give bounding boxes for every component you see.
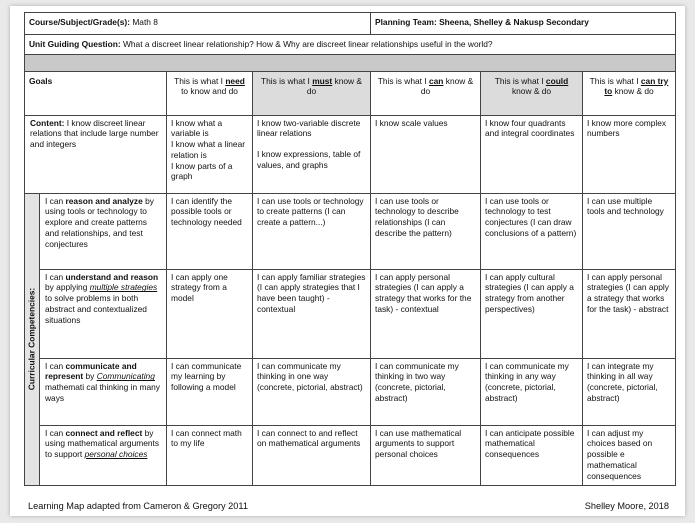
need-cell: I can connect math to my life — [167, 425, 253, 485]
content-must-cell: I know two-variable discrete linear relations I know expressions, table of values, and graphs — [253, 115, 371, 193]
table-row — [25, 193, 676, 269]
learning-map-page — [10, 6, 685, 516]
curricular-competencies-sidebar: Curricular Competencies: — [25, 193, 40, 485]
goal-cell: I can communicate and represent by Communicating mathemati cal thinking in many ways — [40, 358, 167, 425]
can-header: This is what I can know & do — [371, 71, 481, 115]
must-cell: I can use tools or technology to create patterns (I can create a pattern...) — [253, 193, 371, 269]
grey-separator-row — [25, 54, 676, 71]
learning-map-table — [24, 12, 676, 486]
course-cell — [25, 13, 371, 35]
table-row — [25, 425, 676, 485]
could-cell: I can anticipate possible mathematical consequences — [481, 425, 583, 485]
content-need-cell: I know what a variable is I know what a linear relation is I know parts of a graph — [167, 115, 253, 193]
try-header: This is what I can try to know & do — [583, 71, 676, 115]
try-cell: I can use multiple tools and technology — [583, 193, 676, 269]
content-row — [25, 115, 676, 193]
course-label: Course/Subject/Grade(s): — [29, 17, 130, 27]
need-cell: I can identify the possible tools or technology needed — [167, 193, 253, 269]
could-cell: I can apply cultural strategies (I can apply a strategy from another perspectives) — [481, 269, 583, 358]
column-header-row — [25, 71, 676, 115]
could-cell: I can communicate my thinking in any way (concrete, pictorial, abstract) — [481, 358, 583, 425]
need-cell: I can apply one strategy from a model — [167, 269, 253, 358]
table-row — [25, 358, 676, 425]
goal-cell: I can understand and reason by applying multiple strategies to solve problems in both abstract and contextualized situations — [40, 269, 167, 358]
content-try-cell: I know more complex numbers — [583, 115, 676, 193]
footer-credit: Learning Map adapted from Cameron & Gregory 2011 — [28, 501, 248, 511]
footer-author: Shelley Moore, 2018 — [584, 501, 669, 511]
content-can-cell: I know scale values — [371, 115, 481, 193]
grey-separator — [25, 54, 676, 71]
try-cell: I can apply personal strategies (I can apply a strategy that works for the task) - abstract — [583, 269, 676, 358]
goal-cell: I can reason and analyze by using tools or technology to explore and create patterns and relationships, and test conjectures — [40, 193, 167, 269]
must-cell: I can communicate my thinking in one way (concrete, pictorial, abstract) — [253, 358, 371, 425]
guiding-question-row — [25, 35, 676, 55]
can-cell: I can use tools or technology to describe relationships (I can describe the pattern) — [371, 193, 481, 269]
table-row — [25, 269, 676, 358]
must-header: This is what I must know & do — [253, 71, 371, 115]
try-cell: I can integrate my thinking in all way (concrete, pictorial, abstract) — [583, 358, 676, 425]
must-cell: I can apply familiar strategies (I can apply strategies that I have been taught) - contextual — [253, 269, 371, 358]
team-cell — [371, 13, 676, 35]
can-cell: I can apply personal strategies (I can apply a strategy that works for the task) - contextual — [371, 269, 481, 358]
could-header: This is what I could know & do — [481, 71, 583, 115]
header-row — [25, 13, 676, 35]
content-goal-cell: Content: I know discreet linear relations that include large number and integers — [25, 115, 167, 193]
need-header: This is what I need to know and do — [167, 71, 253, 115]
course-value: Math 8 — [132, 17, 158, 27]
can-cell: I can use mathematical arguments to support personal choices — [371, 425, 481, 485]
try-cell: I can adjust my choices based on possible e mathematical consequences — [583, 425, 676, 485]
content-could-cell: I know four quadrants and integral coordinates — [481, 115, 583, 193]
goal-cell: I can connect and reflect by using mathematical arguments to support personal choices — [40, 425, 167, 485]
need-cell: I can communicate my learning by following a model — [167, 358, 253, 425]
team-label: Planning Team: — [375, 17, 437, 27]
team-value: Sheena, Shelley & Nakusp Secondary — [439, 17, 589, 27]
guiding-label: Unit Guiding Question: — [29, 39, 121, 49]
guiding-question-cell — [25, 35, 676, 55]
could-cell: I can use tools or technology to test conjectures (I can draw conclusions of a pattern) — [481, 193, 583, 269]
guiding-value: What a discreet linear relationship? How & Why are discreet linear relationships useful in the world? — [122, 39, 493, 49]
goals-header: Goals — [25, 71, 167, 115]
must-cell: I can connect to and reflect on mathematical arguments — [253, 425, 371, 485]
can-cell: I can communicate my thinking in two way (concrete, pictorial, abstract) — [371, 358, 481, 425]
